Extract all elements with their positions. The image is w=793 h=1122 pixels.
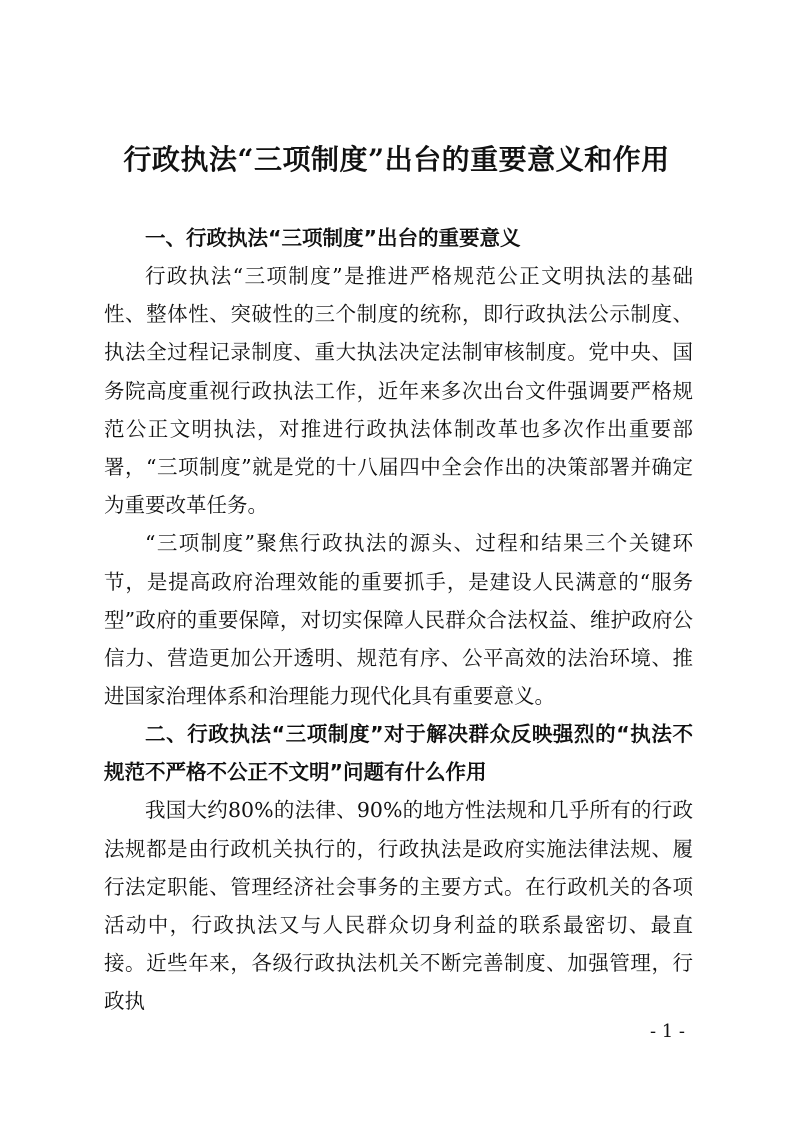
section-heading-2: 二、行政执法“三项制度”对于解决群众反映强烈的“执法不规范不严格不公正不文明”问题有什么作用 <box>104 722 693 785</box>
paragraph: 行政执法“三项制度”是推进严格规范公正文明执法的基础性、整体性、突破性的三个制度的统称，即行政执法公示制度、执法全过程记录制度、重大执法决定法制审核制度。党中央、国务院高度重视行政执法工作，近年来多次出台文件强调要严格规范公正文明执法，对推进行政执法体制改革也多次作出重要部署，“三项制度”就是党的十八届四中全会作出的决策部署并确定为重要改革任务。 <box>104 264 693 518</box>
document-body <box>104 219 693 1021</box>
page-number: - 1 - <box>649 1021 685 1042</box>
paragraph: “三项制度”聚焦行政执法的源头、过程和结果三个关键环节，是提高政府治理效能的重要抓手，是建设人民满意的“服务型”政府的重要保障，对切实保障人民群众合法权益、维护政府公信力、营造更加公开透明、规范有序、公平高效的法治环境、推进国家治理体系和治理能力现代化具有重要意义。 <box>104 531 693 709</box>
paragraph: 我国大约80%的法律、90%的地方性法规和几乎所有的行政法规都是由行政机关执行的，行政执法是政府实施法律法规、履行法定职能、管理经济社会事务的主要方式。在行政机关的各项活动中，行政执法又与人民群众切身利益的联系最密切、最直接。近些年来，各级行政执法机关不断完善制度、加强管理，行政执 <box>104 798 693 1014</box>
section-heading-1: 一、行政执法“三项制度”出台的重要意义 <box>145 226 521 250</box>
document-title: 行政执法“三项制度”出台的重要意义和作用 <box>123 143 670 176</box>
